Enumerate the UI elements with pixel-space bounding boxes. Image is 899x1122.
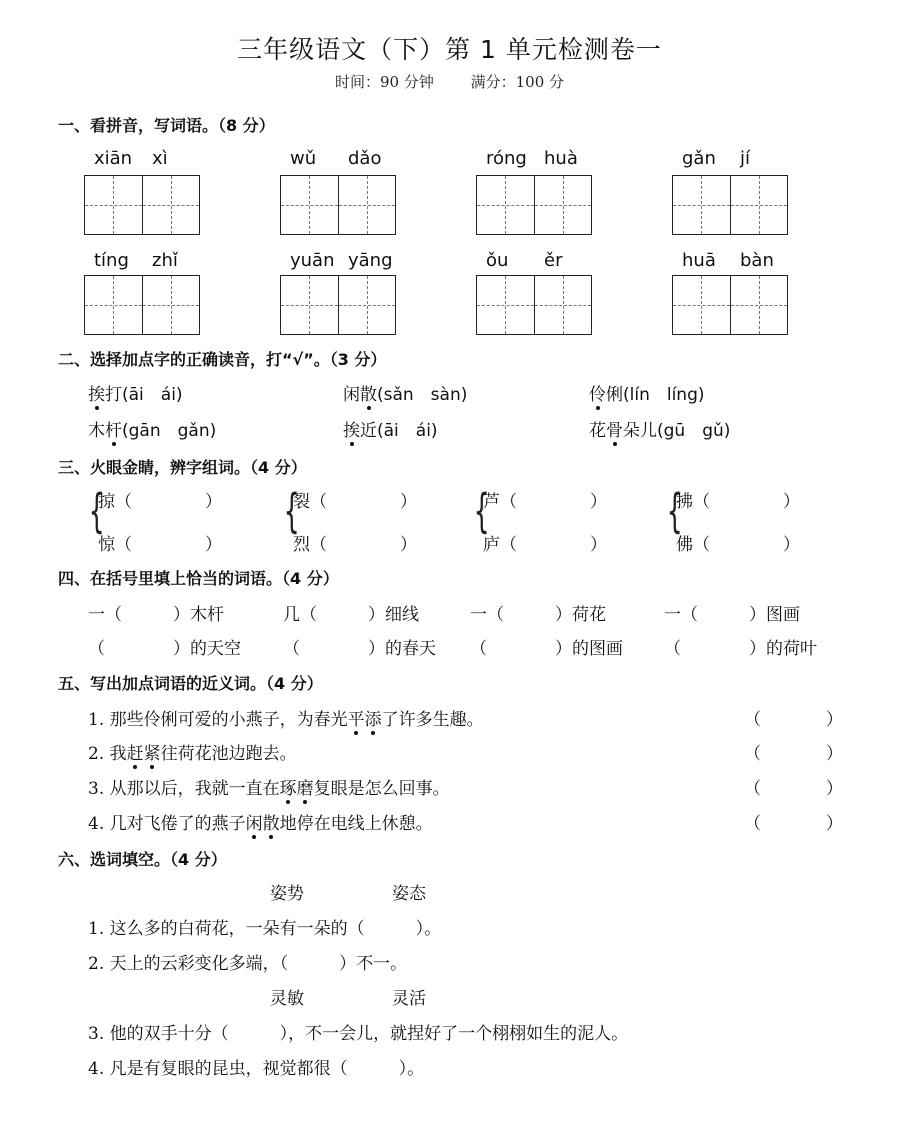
brace-icon: { (88, 484, 105, 538)
writing-grid[interactable] (476, 175, 592, 235)
section-5-heading: 五、写出加点词语的近义词。（4 分） (58, 674, 323, 693)
pinyin-syllable: dǎo (348, 148, 382, 169)
pronunciation-item-3: 伶俐(lín líng) (589, 385, 705, 405)
synonym-sentence-1: 1. 那些伶俐可爱的小燕子，为春光平添了许多生趣。 (88, 710, 484, 730)
pinyin-syllable: róng (486, 148, 527, 169)
phrase-blank[interactable]: 几（ ）细线 (283, 605, 419, 625)
page-title: 三年级语文（下）第 1 单元检测卷一 (237, 35, 662, 64)
phrase-blank[interactable]: （ ）的图画 (470, 639, 623, 659)
word-choice-1: 姿势 (270, 884, 304, 904)
fill-question-3[interactable]: 3. 他的双手十分（ ），不一会儿，就捏好了一个栩栩如生的泥人。 (88, 1024, 629, 1044)
answer-close-paren: ） (826, 814, 843, 834)
grid-cell[interactable] (477, 176, 535, 234)
writing-grid[interactable] (84, 175, 200, 235)
pinyin-syllable: xiān (94, 148, 133, 169)
answer-open-paren[interactable]: （ (744, 779, 761, 799)
fill-question-4[interactable]: 4. 凡是有复眼的昆虫，视觉都很（ ）。 (88, 1059, 425, 1079)
pinyin-syllable: jí (740, 148, 751, 169)
close-paren: ） (400, 492, 417, 512)
grid-cell[interactable] (673, 176, 731, 234)
grid-cell[interactable] (731, 176, 788, 234)
pinyin-syllable: ěr (544, 250, 563, 271)
answer-open-paren[interactable]: （ (744, 814, 761, 834)
grid-cell[interactable] (143, 276, 200, 334)
close-paren: ） (590, 535, 607, 555)
answer-open-paren[interactable]: （ (744, 710, 761, 730)
grid-cell[interactable] (731, 276, 788, 334)
grid-cell[interactable] (535, 276, 592, 334)
grid-cell[interactable] (281, 176, 339, 234)
grid-cell[interactable] (673, 276, 731, 334)
character-blank[interactable]: 拂（ (676, 492, 710, 512)
synonym-sentence-2: 2. 我赶紧往荷花池边跑去。 (88, 744, 297, 764)
brace-icon: { (666, 484, 683, 538)
character-blank[interactable]: 裂（ (293, 492, 327, 512)
answer-open-paren[interactable]: （ (744, 744, 761, 764)
grid-cell[interactable] (477, 276, 535, 334)
fill-question-2[interactable]: 2. 天上的云彩变化多端，（ ）不一。 (88, 954, 408, 974)
pinyin-syllable: wǔ (290, 148, 317, 169)
phrase-blank[interactable]: 一（ ）荷花 (470, 605, 606, 625)
close-paren: ） (205, 492, 222, 512)
section-2-heading: 二、选择加点字的正确读音，打“√”。（3 分） (58, 350, 387, 369)
close-paren: ） (783, 535, 800, 555)
synonym-sentence-4: 4. 几对飞倦了的燕子闲散地停在电线上休憩。 (88, 814, 433, 834)
synonym-sentence-3: 3. 从那以后，我就一直在琢磨复眼是怎么回事。 (88, 779, 450, 799)
character-blank[interactable]: 佛（ (676, 535, 710, 555)
section-1-heading: 一、看拼音，写词语。（8 分） (58, 116, 275, 135)
pinyin-syllable: xì (152, 148, 168, 169)
brace-icon: { (473, 484, 490, 538)
answer-close-paren: ） (826, 744, 843, 764)
grid-cell[interactable] (535, 176, 592, 234)
answer-close-paren: ） (826, 710, 843, 730)
pinyin-syllable: gǎn (682, 148, 716, 169)
character-blank[interactable]: 惊（ (98, 535, 132, 555)
grid-cell[interactable] (85, 176, 143, 234)
fill-question-1[interactable]: 1. 这么多的白荷花，一朵有一朵的（ ）。 (88, 919, 442, 939)
writing-grid[interactable] (672, 175, 788, 235)
word-choice-2: 姿态 (392, 884, 426, 904)
phrase-blank[interactable]: 一（ ）图画 (664, 605, 800, 625)
pronunciation-item-2: 闲散(sǎn sàn) (343, 385, 468, 405)
pinyin-syllable: ǒu (486, 250, 509, 271)
pinyin-syllable: yuān (290, 250, 335, 271)
pronunciation-item-1: 挨打(āi ái) (88, 385, 183, 405)
close-paren: ） (400, 535, 417, 555)
character-blank[interactable]: 庐（ (483, 535, 517, 555)
word-choice-3: 灵敏 (270, 989, 304, 1009)
phrase-blank[interactable]: （ ）的荷叶 (664, 639, 817, 659)
pinyin-syllable: tíng (94, 250, 129, 271)
pinyin-syllable: huā (682, 250, 716, 271)
pinyin-syllable: zhǐ (152, 250, 178, 271)
writing-grid[interactable] (672, 275, 788, 335)
character-blank[interactable]: 芦（ (483, 492, 517, 512)
close-paren: ） (590, 492, 607, 512)
writing-grid[interactable] (280, 275, 396, 335)
writing-grid[interactable] (476, 275, 592, 335)
section-4-heading: 四、在括号里填上恰当的词语。（4 分） (58, 569, 339, 588)
grid-cell[interactable] (281, 276, 339, 334)
close-paren: ） (205, 535, 222, 555)
pinyin-syllable: huà (544, 148, 578, 169)
pronunciation-item-5: 挨近(āi ái) (343, 421, 438, 441)
pronunciation-item-6: 花骨朵儿(gū gǔ) (589, 421, 731, 441)
writing-grid[interactable] (84, 275, 200, 335)
time-limit: 时间：90 分钟 (334, 73, 434, 91)
close-paren: ） (783, 492, 800, 512)
section-6-heading: 六、选词填空。（4 分） (58, 850, 227, 869)
phrase-blank[interactable]: （ ）的天空 (88, 639, 241, 659)
grid-cell[interactable] (85, 276, 143, 334)
phrase-blank[interactable]: （ ）的春天 (283, 639, 436, 659)
grid-cell[interactable] (143, 176, 200, 234)
full-score: 满分：100 分 (470, 73, 565, 91)
phrase-blank[interactable]: 一（ ）木杆 (88, 605, 224, 625)
writing-grid[interactable] (280, 175, 396, 235)
brace-icon: { (283, 484, 300, 538)
grid-cell[interactable] (339, 276, 396, 334)
pronunciation-item-4: 木杆(gān gǎn) (88, 421, 217, 441)
section-3-heading: 三、火眼金睛，辨字组词。（4 分） (58, 458, 307, 477)
character-blank[interactable]: 掠（ (98, 492, 132, 512)
answer-close-paren: ） (826, 779, 843, 799)
grid-cell[interactable] (339, 176, 396, 234)
word-choice-4: 灵活 (392, 989, 426, 1009)
pinyin-syllable: yāng (348, 250, 393, 271)
character-blank[interactable]: 烈（ (293, 535, 327, 555)
exam-info (0, 71, 899, 92)
pinyin-syllable: bàn (740, 250, 774, 271)
